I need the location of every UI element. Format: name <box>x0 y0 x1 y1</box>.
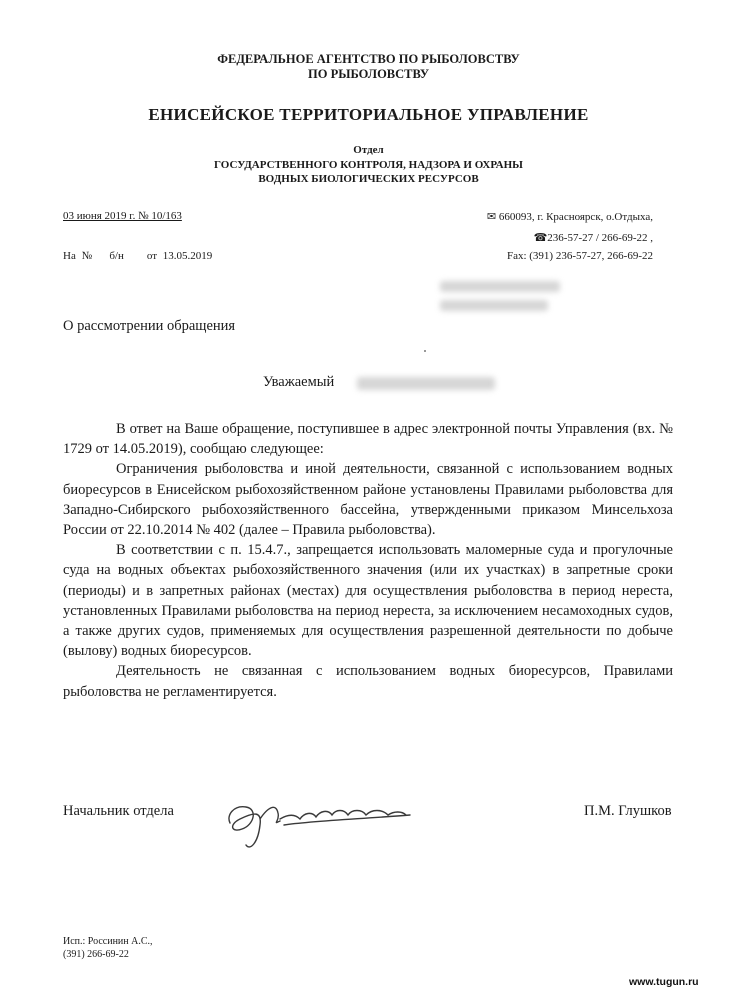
agency-header <box>0 52 737 82</box>
executor-phone: (391) 266-69-22 <box>63 949 129 960</box>
letter-subject: О рассмотрении обращения <box>63 318 236 334</box>
phones-line: ☎236-57-27 / 266-69-22 , <box>533 232 653 244</box>
scan-speck <box>424 350 426 352</box>
address-line: ✉ 660093, г. Красноярск, о.Отдыха, <box>486 211 653 223</box>
body-paragraph: В ответ на Ваше обращение, поступившее в адрес электронной почты Управления (вх. № 1729 от 14.05.2019), сообщаю следующее: <box>63 421 673 458</box>
greeting <box>263 374 334 391</box>
redacted-recipient-email <box>440 300 548 311</box>
signatory-role: Начальник отдела <box>63 803 174 819</box>
government-title: ЕНИСЕЙСКОЕ ТЕРРИТОРИАЛЬНОЕ УПРАВЛЕНИЕ <box>148 105 589 124</box>
signatory-name: П.М. Глушков <box>584 803 672 819</box>
outgoing-date-number: 03 июня 2019 г. № 10/163 <box>63 210 182 222</box>
in-reply-prefix: На № <box>63 250 93 262</box>
department-header <box>0 143 737 187</box>
body-paragraph: В соответствии с п. 15.4.7., запрещается использовать маломерные суда и прогулочные суда на водных объектах рыбохозяйственного значения (или их участках) в запретные сроки (периоды) и в запретных районах (местах) для осуществления рыболовства в период нереста, установленных Правилами рыболовства на период нереста, за исключением несамоходных судов, а также других судов, применяемых для осуществления разрешенной деятельности по добыче (вылову) водных биоресурсов. <box>63 542 673 660</box>
fax-line: Fax: (391) 236-57-27, 266-69-22 <box>506 250 653 262</box>
redacted-recipient-name <box>440 281 560 292</box>
in-reply-date: от 13.05.2019 <box>146 250 213 262</box>
agency-line-1: ФЕДЕРАЛЬНОЕ АГЕНТСТВО ПО РЫБОЛОВСТВУ <box>217 52 520 66</box>
agency-line-2: ПО РЫБОЛОВСТВУ <box>308 67 429 81</box>
greeting-word: Уважаемый <box>263 374 335 390</box>
body-paragraph: Деятельность не связанная с использованием водных биоресурсов, Правилами рыболовства не регламентируется. <box>63 663 673 700</box>
in-reply-block <box>63 250 212 262</box>
executor-name: Исп.: Россинин А.С., <box>63 936 153 947</box>
body-paragraph: Ограничения рыболовства и иной деятельности, связанной с использованием водных биоресурсов в Енисейском рыбохозяйственном районе установлены Правилами рыболовства для Западно-Сибирского рыбохозяйственного бассейна, утвержденными приказом Минсельхоза России от 22.10.2014 № 402 (далее – Правила рыболовства). <box>63 461 673 539</box>
redacted-addressee-name <box>357 377 495 390</box>
site-watermark: www.tugun.ru <box>629 976 699 988</box>
executor-info <box>63 935 153 961</box>
handwritten-signature <box>220 785 430 855</box>
department-label: Отдел <box>353 144 384 156</box>
letter-body <box>63 419 673 702</box>
department-line-2: ГОСУДАРСТВЕННОГО КОНТРОЛЯ, НАДЗОРА И ОХРАНЫ <box>214 158 523 171</box>
department-line-3: ВОДНЫХ БИОЛОГИЧЕСКИХ РЕСУРСОВ <box>258 173 479 185</box>
in-reply-number: б/н <box>109 250 124 262</box>
